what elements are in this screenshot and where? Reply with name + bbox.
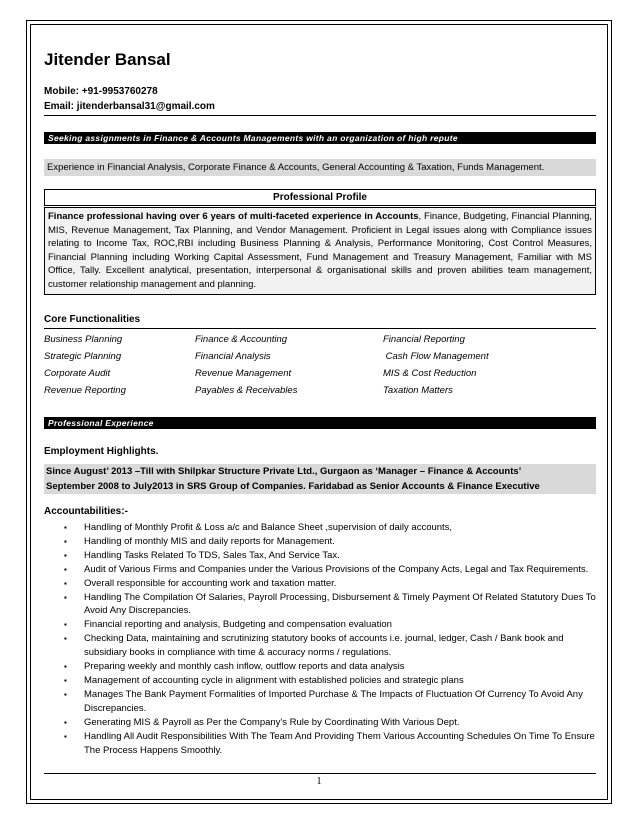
accountability-item bbox=[60, 563, 596, 577]
accountability-text: Handling of monthly MIS and daily reports for Management. bbox=[84, 535, 335, 547]
core-item: Taxation Matters bbox=[383, 385, 453, 396]
core-item: Financial Analysis bbox=[195, 351, 271, 362]
mobile-number: Mobile: +91-9953760278 bbox=[44, 86, 158, 97]
accountability-item bbox=[60, 591, 596, 619]
accountability-text: Handling The Compilation Of Salaries, Payroll Processing, Disbursement & Timely Payment Of Related Statutory Dues To Avoid Any Discrepancies. bbox=[84, 591, 596, 617]
accountability-item bbox=[60, 730, 596, 758]
accountability-item bbox=[60, 521, 596, 535]
email-address: Email: jitenderbansal31@gmail.com bbox=[44, 101, 215, 112]
core-item: Corporate Audit bbox=[44, 368, 111, 379]
accountability-item bbox=[60, 618, 596, 632]
bullet-icon: ▪ bbox=[64, 620, 67, 630]
experience-bar: Professional Experience bbox=[44, 417, 596, 429]
accountability-text: Manages The Bank Payment Formalities of Imported Purchase & The Impacts of Fluctuation Of Currency To Avoid Any Discrepancies. bbox=[84, 688, 583, 714]
footer-rule bbox=[44, 773, 596, 774]
highlight-previous: September 2008 to July2013 in SRS Group of Companies. Faridabad as Senior Accounts & Finance Executive bbox=[44, 479, 596, 494]
core-item: Financial Reporting bbox=[383, 334, 465, 345]
bullet-icon: ▪ bbox=[64, 523, 67, 532]
profile-lead: Finance professional having over 6 years of multi-faceted experience in Accounts bbox=[48, 211, 419, 222]
bullet-icon: ▪ bbox=[64, 662, 67, 672]
bullet-icon: ▪ bbox=[64, 550, 67, 560]
bullet-icon: ▪ bbox=[64, 675, 67, 685]
profile-body bbox=[44, 207, 596, 295]
accountability-item bbox=[60, 577, 596, 591]
accountability-text: Financial reporting and analysis, Budgeting and compensation evaluation bbox=[84, 619, 392, 631]
accountability-item bbox=[60, 535, 596, 549]
profile-title: Professional Profile bbox=[44, 189, 596, 206]
core-rule bbox=[44, 328, 596, 329]
core-item: Finance & Accounting bbox=[195, 334, 288, 345]
accountability-text: Overall responsible for accounting work and taxation matter. bbox=[84, 577, 337, 589]
experience-summary: Experience in Financial Analysis, Corporate Finance & Accounts, General Accounting & Taxation, Funds Management. bbox=[44, 159, 596, 176]
objective-bar: Seeking assignments in Finance & Accounts Managements with an organization of high repute bbox=[44, 132, 596, 144]
bullet-icon: ▪ bbox=[64, 564, 67, 574]
bullet-icon: ▪ bbox=[64, 689, 67, 699]
accountability-item bbox=[60, 688, 596, 716]
bullet-icon: ▪ bbox=[64, 592, 67, 602]
core-item: Strategic Planning bbox=[44, 351, 122, 362]
candidate-name: Jitender Bansal bbox=[44, 50, 171, 69]
accountability-text: Preparing weekly and monthly cash inflow, outflow reports and data analysis bbox=[84, 661, 405, 673]
accountability-item bbox=[60, 632, 596, 660]
accountability-text: Management of accounting cycle in alignment with established policies and strategic plans bbox=[84, 674, 464, 686]
accountabilities-list bbox=[60, 521, 596, 757]
accountability-item bbox=[60, 549, 596, 563]
bullet-icon: ▪ bbox=[64, 536, 67, 546]
core-title: Core Functionalities bbox=[44, 314, 141, 325]
bullet-icon: ▪ bbox=[64, 717, 67, 727]
accountability-item bbox=[60, 660, 596, 674]
accountabilities-title: Accountabilities:- bbox=[44, 506, 128, 517]
header-rule bbox=[44, 115, 596, 116]
accountability-text: Handling All Audit Responsibilities With The Team And Providing Them Various Accounting Schedules On Time To Ensure The Process Happens Smoothly. bbox=[84, 730, 595, 756]
profile-text: , Finance, Budgeting, Financial Planning, MIS, Revenue Management, Tax Planning, and Vendor Management. Proficient in Legal issues along with Compliance issues relating to Income Tax, ROC,RBI including Business Planning & Analysis, Performance Monitoring, Cost Control Measures, Financial Planning including Working Capital Assessment, Fund Management and Treasury Management, Familiar with MS Office, Tally. Excellent analytical, presentation, interpersonal & organisational skills and proven abilities team management, customer relationship management and planning. bbox=[48, 211, 592, 290]
core-item: MIS & Cost Reduction bbox=[383, 368, 477, 379]
accountability-text: Audit of Various Firms and Companies under the Various Provisions of the Company Acts, Legal and Tax Requirements. bbox=[84, 563, 589, 575]
bullet-icon: ▪ bbox=[64, 634, 67, 644]
core-item: Revenue Management bbox=[195, 368, 292, 379]
core-item: Revenue Reporting bbox=[44, 385, 126, 396]
accountability-text: Handling Tasks Related To TDS, Sales Tax, And Service Tax. bbox=[84, 549, 340, 561]
core-item: Payables & Receivables bbox=[195, 385, 298, 396]
accountability-text: Handling of Monthly Profit & Loss a/c and Balance Sheet ,supervision of daily accounts, bbox=[84, 522, 453, 533]
highlights-title: Employment Highlights. bbox=[44, 446, 159, 457]
accountability-item bbox=[60, 674, 596, 688]
core-item: Cash Flow Management bbox=[383, 351, 489, 362]
accountability-text: Checking Data, maintaining and scrutinizing statutory books of accounts i.e. journal, ledger, Cash / Bank book and subsidiary books in compliance with time & accuracy norms / regulations. bbox=[84, 633, 564, 659]
core-item: Business Planning bbox=[44, 334, 123, 345]
accountability-text: Generating MIS & Payroll as Per the Company's Rule by Coordinating With Various Dept. bbox=[84, 716, 460, 728]
page-number: 1 bbox=[316, 776, 322, 787]
bullet-icon: ▪ bbox=[64, 578, 67, 588]
bullet-icon: ▪ bbox=[64, 731, 67, 741]
highlight-current: Since August’ 2013 –Till with Shilpkar Structure Private Ltd., Gurgaon as ‘Manager – Finance & Accounts’ bbox=[44, 464, 596, 479]
accountability-item bbox=[60, 716, 596, 730]
